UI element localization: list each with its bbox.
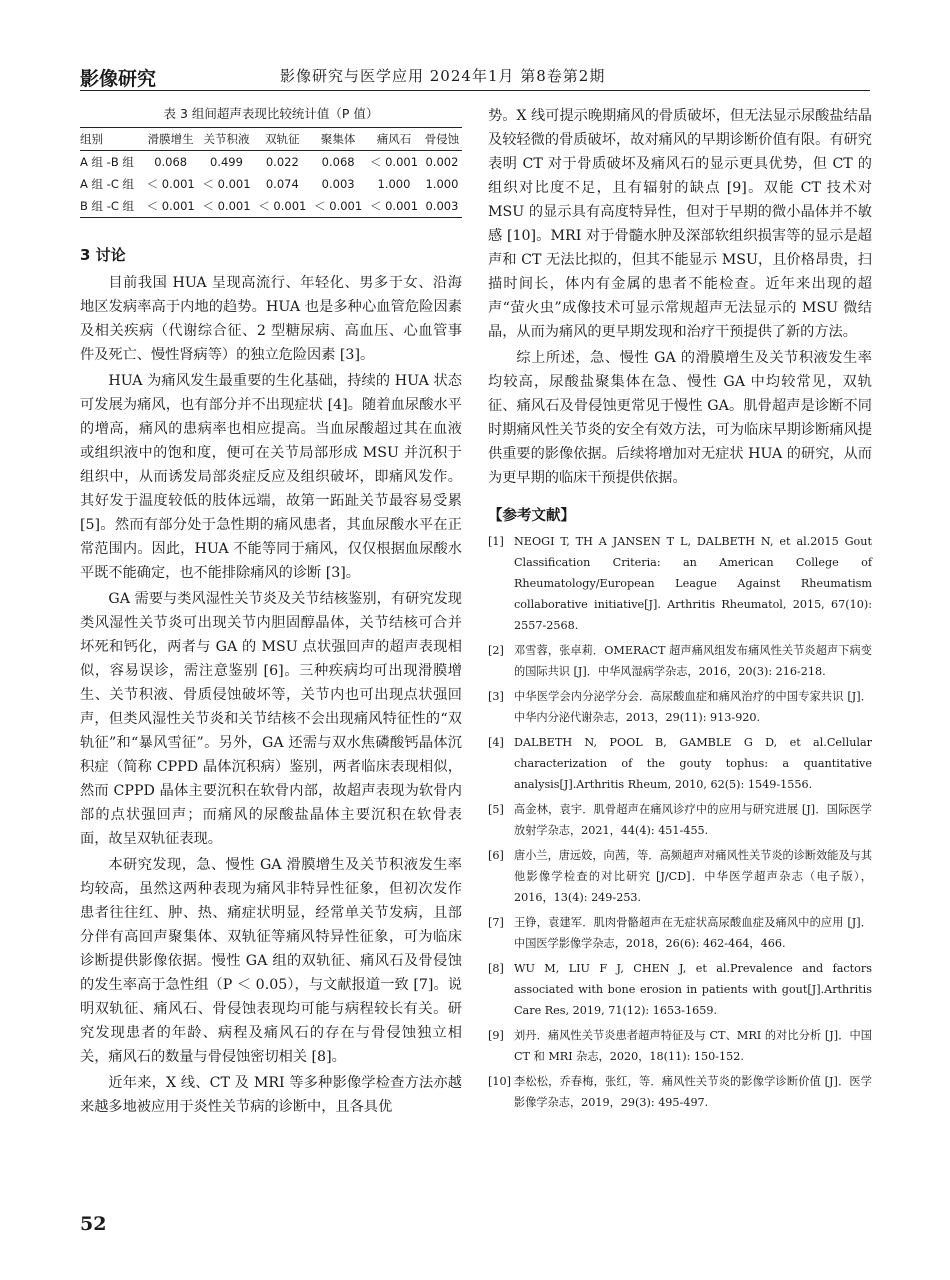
reference-text: WU M, LIU F J, CHEN J, et al.Prevalence and factors associated with bone erosion in patients with gout[J].Arthritis Care Res, 2019, 71(12): 1653-1659. — [514, 962, 872, 1017]
body-paragraph: 目前我国 HUA 呈现高流行、年轻化、男多于女、沿海地区发病率高于内地的趋势。HUA 也是多种心血管危险因素及相关疾病（代谢综合征、2 型糖尿病、高血压、心血管事件及死亡、慢性肾病等）的独立危险因素 [3]。 — [80, 275, 462, 363]
reference-item — [488, 732, 872, 795]
table-cell: ＜ 0.001 — [366, 195, 422, 218]
reference-text: 高金林，袁宇．肌骨超声在痛风诊疗中的应用与研究进展 [J]．国际医学放射学杂志，2021，44(4): 451-455. — [514, 803, 872, 837]
reference-number: [3] — [488, 690, 504, 703]
reference-number: [5] — [488, 803, 504, 816]
table-cell: ＜ 0.001 — [143, 195, 199, 218]
body-paragraph: 综上所述，急、慢性 GA 的滑膜增生及关节积液发生率均较高，尿酸盐聚集体在急、慢性 GA 中均较常见，双轨征、痛风石及骨侵蚀更常见于慢性 GA。肌骨超声是诊断不同时期痛风性关节炎的安全有效方法，可为临床早期诊断痛风提供重要的影像依据。后续将增加对无症状 HUA 的研究，从而为更早期的临床干预提供依据。 — [488, 350, 872, 486]
reference-item — [488, 1071, 872, 1113]
table-cell: ＜ 0.001 — [310, 195, 366, 218]
references-list — [488, 531, 872, 1113]
reference-text: 唐小兰，唐远姣，向茜，等．高频超声对痛风性关节炎的诊断效能及与其他影像学检查的对比研究 [J/CD]．中华医学超声杂志（电子版），2016，13(4): 249-253. — [514, 849, 873, 904]
table-cell: A 组 -C 组 — [80, 177, 135, 191]
table-cell: 0.068 — [321, 155, 355, 169]
reference-number: [7] — [488, 916, 504, 929]
table-column-header: 组别 — [80, 128, 143, 151]
reference-number: [1] — [488, 535, 504, 548]
table-cell: ＜ 0.001 — [199, 195, 255, 218]
table-cell: 0.022 — [265, 155, 299, 169]
reference-number: [6] — [488, 849, 504, 862]
table-cell: 0.074 — [265, 177, 299, 191]
reference-number: [10] — [488, 1075, 511, 1088]
right-column — [488, 104, 872, 1117]
reference-text: 王铮，袁建军．肌肉骨骼超声在无症状高尿酸血症及痛风中的应用 [J]．中国医学影像学杂志，2018，26(6): 462-464，466. — [514, 916, 872, 950]
reference-number: [8] — [488, 962, 504, 975]
table-cell: B 组 -C 组 — [80, 195, 143, 218]
reference-text: 中华医学会内分泌学分会．高尿酸血症和痛风治疗的中国专家共识 [J]．中华内分泌代谢杂志，2013，29(11): 913-920. — [514, 690, 872, 724]
reference-text: 李松松，乔春梅，张红，等．痛风性关节炎的影像学诊断价值 [J]．医学影像学杂志，2019，29(3): 495-497. — [514, 1075, 872, 1109]
table-header-row — [80, 128, 462, 151]
table-caption: 表 3 组间超声表现比较统计值（P 值） — [163, 106, 379, 121]
page-number: 52 — [80, 1213, 107, 1235]
reference-item — [488, 958, 872, 1021]
body-paragraph-continued: 势。X 线可提示晚期痛风的骨质破坏，但无法显示尿酸盐结晶及较轻微的骨质破坏，故对痛风的早期诊断价值有限。有研究表明 CT 对于骨质破坏及痛风石的显示更具优势，但 CT 的组织对比度不足，且有辐射的缺点 [9]。双能 CT 技术对 MSU 的显示具有高度特异性，但对于早期的微小晶体并不敏感 [10]。MRI 对于骨髓水肿及深部软组织损害等的显示是超声和 CT 无法比拟的，但其不能显示 MSU，且价格昂贵，扫描时间长，体内有金属的患者不能检查。近年来出现的超声“萤火虫”成像技术可显示常规超声无法显示的 MSU 微结晶，从而为痛风的更早期发现和治疗干预提供了新的方法。 — [488, 108, 872, 340]
page-header — [80, 60, 870, 94]
statistics-table — [80, 127, 462, 218]
table-cell: A 组 -B 组 — [80, 155, 134, 169]
reference-item — [488, 531, 872, 636]
reference-item — [488, 912, 872, 954]
table-column-header: 关节积液 — [199, 128, 255, 151]
section-title-discussion: 3 讨论 — [80, 246, 126, 264]
table-cell: ＜ 0.001 — [254, 195, 310, 218]
header-rule — [80, 90, 870, 91]
table-row — [80, 173, 462, 195]
body-paragraph: 近年来，X 线、CT 及 MRI 等多种影像学检查方法亦越来越多地被应用于炎性关节病的诊断中，且各具优 — [80, 1075, 462, 1115]
reference-number: [4] — [488, 736, 504, 749]
table-cell: ＜ 0.001 — [369, 155, 419, 169]
reference-text: DALBETH N, POOL B, GAMBLE G D, et al.Cellular characterization of the gouty tophus: a quantitative analysis[J].Arthritis Rheum, 2010, 62(5): 1549-1556. — [514, 736, 872, 791]
table-column-header: 双轨征 — [254, 128, 310, 151]
table-cell: 0.068 — [154, 155, 188, 169]
table-cell: ＜ 0.001 — [146, 177, 195, 191]
table-row — [80, 195, 462, 218]
table-column-header: 骨侵蚀 — [422, 128, 462, 151]
table-column-header: 痛风石 — [366, 128, 422, 151]
table-column-header: 滑膜增生 — [143, 128, 199, 151]
body-paragraph: GA 需要与类风湿性关节炎及关节结核鉴别，有研究发现类风湿性关节炎可出现关节内胆固醇晶体，关节结核可合并坏死和钙化，两者与 GA 的 MSU 点状强回声的超声表现相似，容易误诊，需注意鉴别 [6]。三种疾病均可出现滑膜增生、关节积液、骨质侵蚀破坏等，关节内也可出现点状强回声，但类风湿性关节炎和关节结核不会出现痛风特征性的“双轨征”和“暴风雪征”。另外，GA 还需与双水焦磷酸钙晶体沉积症（简称 CPPD 晶体沉积病）鉴别，两者临床表现相似，然而 CPPD 晶体主要沉积在软骨内部，故超声表现为软骨内部的点状强回声；而痛风的尿酸盐晶体主要沉积在软骨表面，故呈双轨征表现。 — [80, 591, 462, 847]
reference-item — [488, 845, 872, 908]
journal-issue-line: 影像研究与医学应用 2024年1月 第8卷第2期 — [280, 67, 606, 85]
table-cell: 0.002 — [425, 155, 459, 169]
reference-item — [488, 686, 872, 728]
reference-item — [488, 799, 872, 841]
left-column — [80, 104, 462, 1121]
table-cell: ＜ 0.001 — [202, 177, 251, 191]
table-cell: 0.003 — [422, 195, 462, 218]
table-cell: 1.000 — [425, 177, 459, 191]
journal-short-title: 影像研究 — [80, 68, 157, 90]
reference-text: NEOGI T, TH A JANSEN T L, DALBETH N, et al.2015 Gout Classification Criteria: an American College of Rheumatology/European League Against Rheumatism collaborative initiative[J]. Arthritis Rheumatol, 2015, 67(10): 2557-2568. — [514, 535, 872, 632]
reference-text: 刘丹．痛风性关节炎患者超声特征及与 CT、MRI 的对比分析 [J]．中国 CT 和 MRI 杂志，2020，18(11): 150-152. — [514, 1029, 872, 1063]
table-row — [80, 151, 462, 174]
reference-item — [488, 640, 872, 682]
table-column-header: 聚集体 — [310, 128, 366, 151]
body-paragraph: 本研究发现，急、慢性 GA 滑膜增生及关节积液发生率均较高，虽然这两种表现为痛风非特异性征象，但初次发作患者往往红、肿、热、痛症状明显，经常单关节发病，且部分伴有高回声聚集体、双轨征等痛风特异性征象，可为临床诊断提供影像依据。慢性 GA 组的双轨征、痛风石及骨侵蚀的发生率高于急性组（P ＜ 0.05），与文献报道一致 [7]。说明双轨征、痛风石、骨侵蚀表现均可能与病程较长有关。研究发现患者的年龄、病程及痛风石的存在与骨侵蚀独立相关，痛风石的数量与骨侵蚀密切相关 [8]。 — [80, 857, 462, 1065]
reference-number: [2] — [488, 644, 504, 657]
body-paragraph: HUA 为痛风发生最重要的生化基础，持续的 HUA 状态可发展为痛风，也有部分并不出现症状 [4]。随着血尿酸水平的增高，痛风的患病率也相应提高。当血尿酸超过其在血液或组织液中的饱和度，便可在关节局部形成 MSU 并沉积于组织中，从而诱发局部炎症反应及组织破坏，即痛风发作。其好发于温度较低的肢体远端，故第一跖趾关节最容易受累 [5]。然而有部分处于急性期的痛风患者，其血尿酸水平在正常范围内。因此，HUA 不能等同于痛风，仅仅根据血尿酸水平既不能确定，也不能排除痛风的诊断 [3]。 — [80, 373, 462, 581]
table-cell: 1.000 — [377, 177, 411, 191]
table-cell: 0.003 — [321, 177, 355, 191]
reference-text: 邓雪蓉，张卓莉．OMERACT 超声痛风组发布痛风性关节炎超声下病变的国际共识 [J]．中华风湿病学杂志，2016，20(3): 216-218. — [514, 644, 872, 678]
table-cell: 0.499 — [210, 155, 243, 169]
references-title: 【参考文献】 — [488, 508, 575, 524]
reference-item — [488, 1025, 872, 1067]
reference-number: [9] — [488, 1029, 504, 1042]
